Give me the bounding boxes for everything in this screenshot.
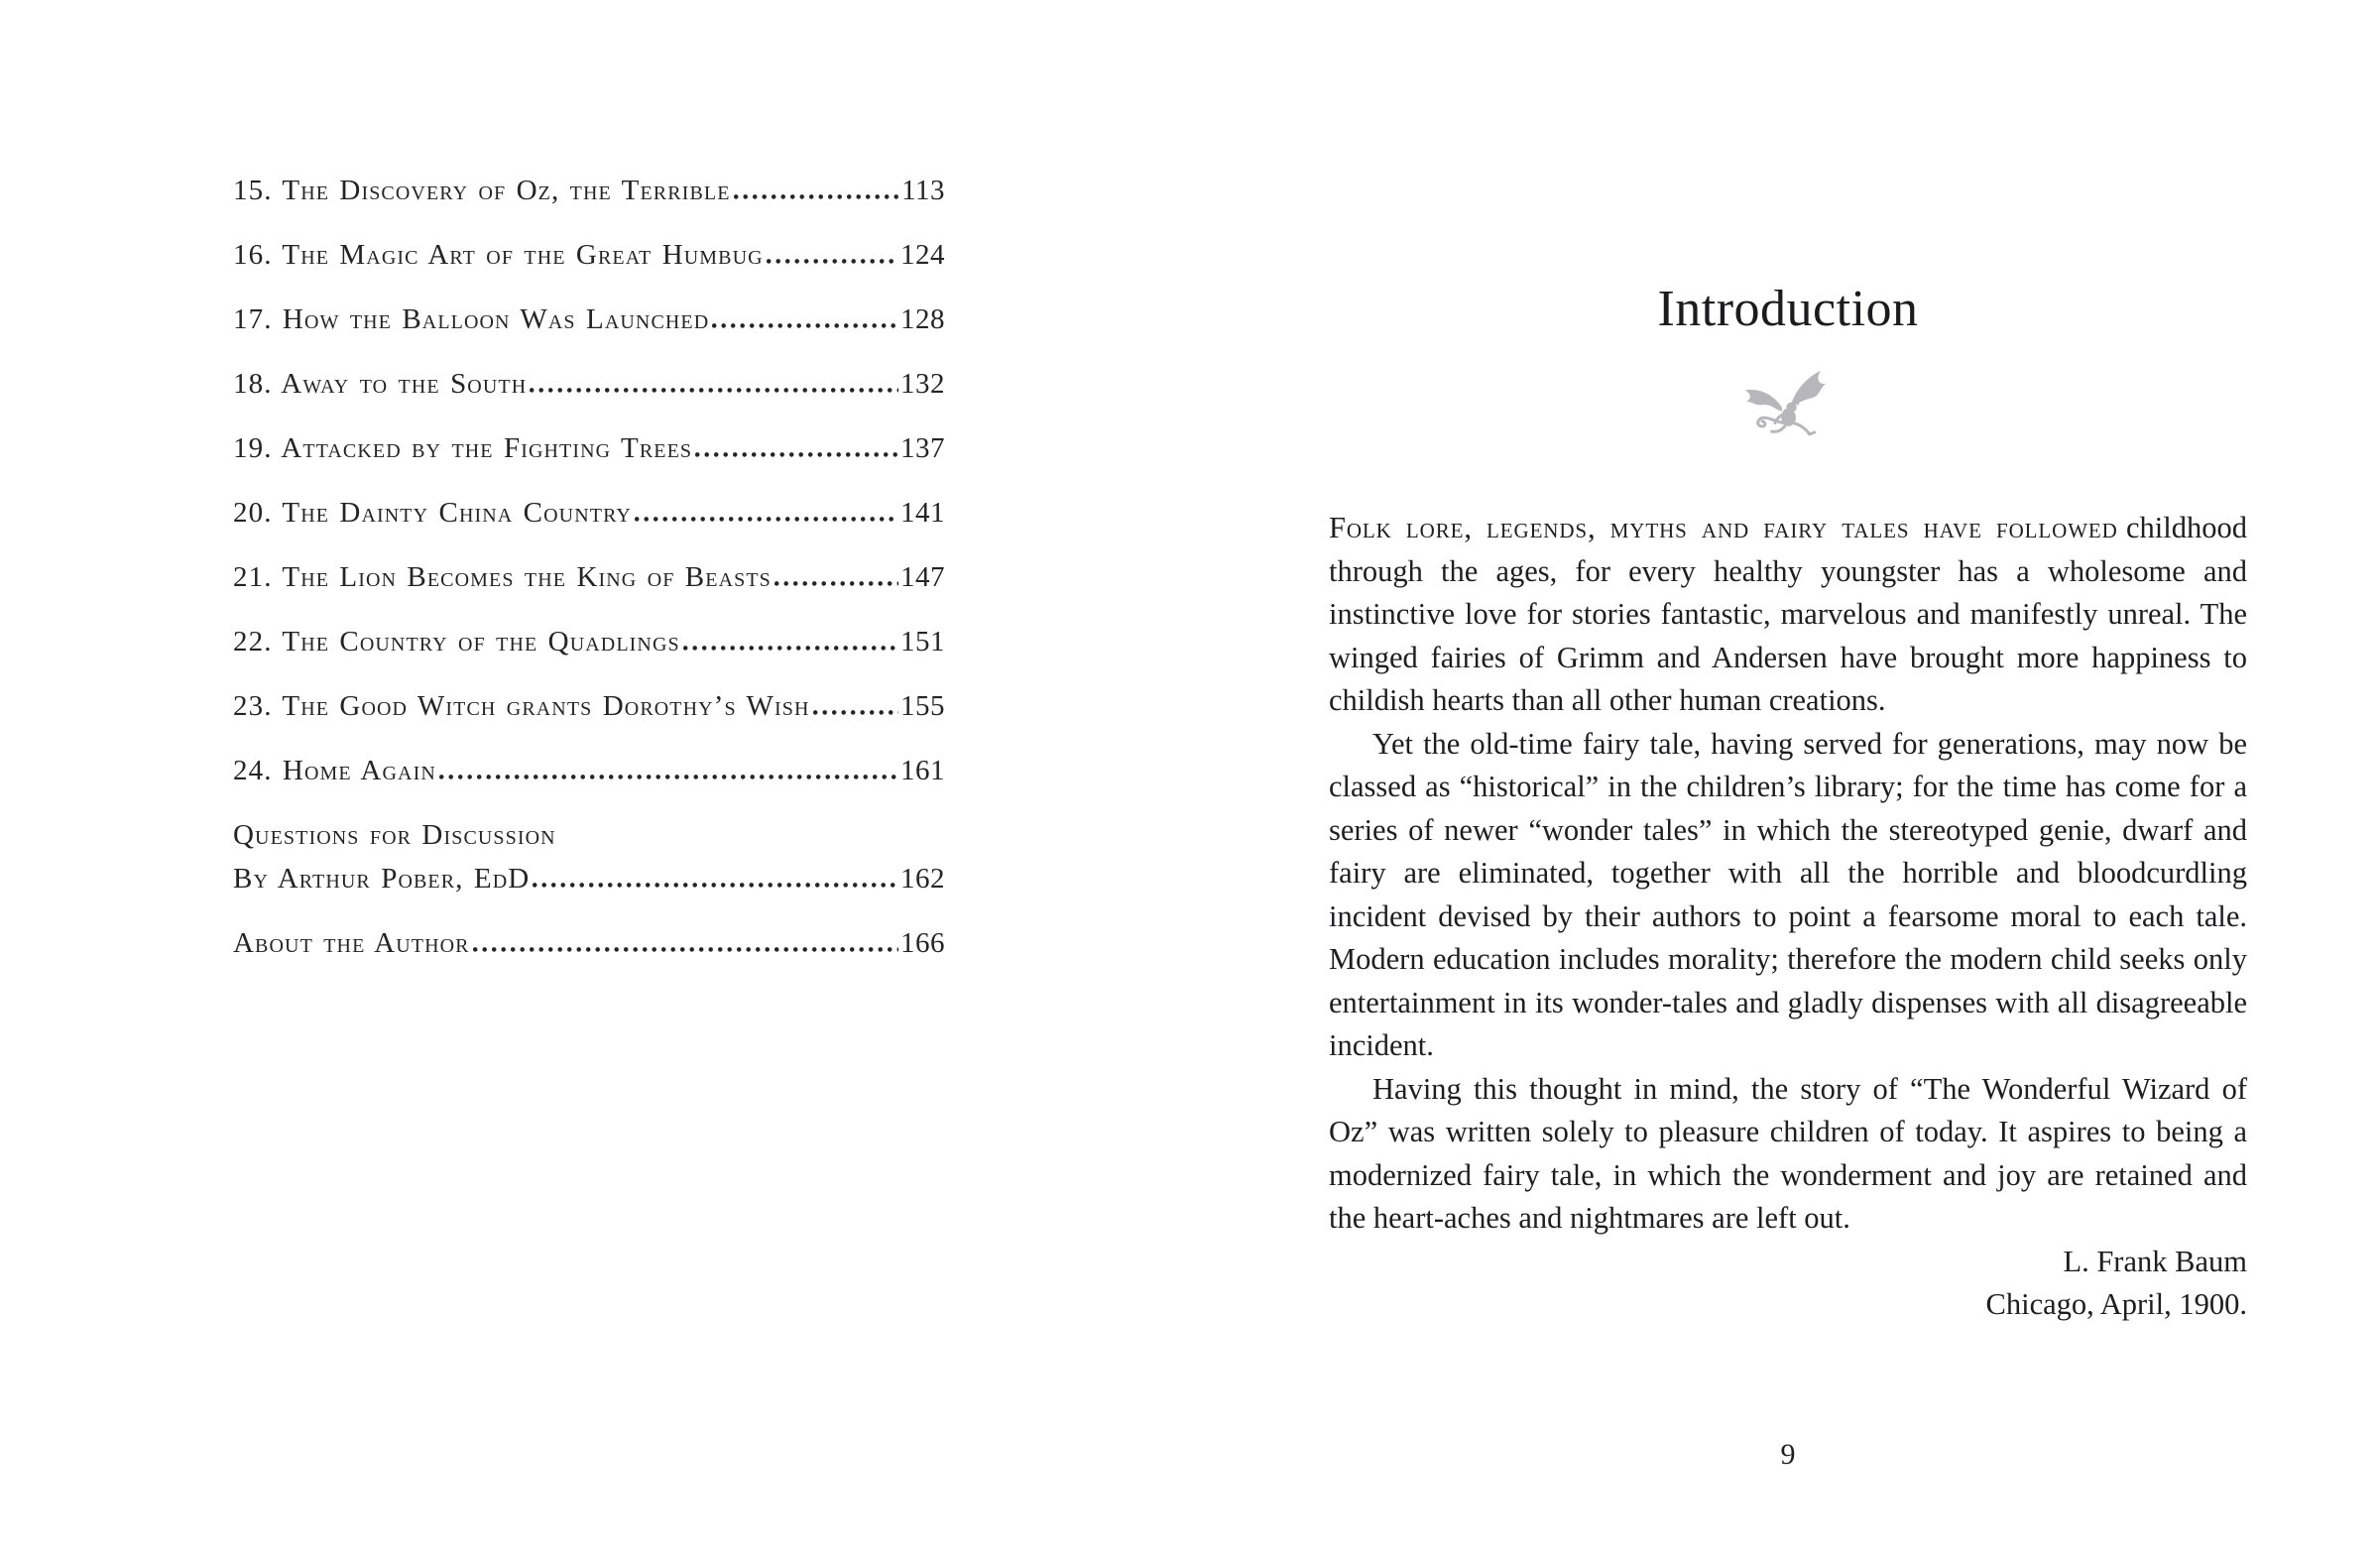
paragraph [1329,507,2247,723]
paragraph: Yet the old-time fairy tale, having served for generations, may now be classed as “historical” in the children’s library; for the time has come for a series of newer “wonder tales” in which the stereotyped genie, dwarf and fairy are eliminated, together with all the horrible and bloodcurdling incident devised by their authors to point a fearsome moral to each tale. Modern education includes morality; therefore the modern child seeks only entertainment in its wonder-tales and gladly dispenses with all disagreeable incident. [1329,726,2247,1062]
introduction-text [1329,507,2247,1327]
toc-entry-page: 147 [900,561,945,593]
leader-dots [695,452,898,457]
leader-dots [683,646,898,651]
toc-entry-label: 15. The Discovery of Oz, the Terrible [233,175,731,206]
leader-dots [767,259,898,264]
toc-entry [233,432,945,465]
toc-entry-label: 23. The Good Witch grants Dorothy’s Wish [233,690,810,722]
toc-entry-page: 113 [901,175,945,206]
toc-entry [233,690,945,723]
paragraph-text: childhood through the ages, for every healthy youngster has a wholesome and instinctive love for stories fantastic, marvelous and manifestly unreal. The winged fairies of Grimm and Andersen have brought more happiness to childish hearts than all other human creations. [1329,511,2247,717]
toc-entry-label: 24. Home Again [233,755,436,786]
toc-entry [233,175,945,207]
author-signature: L. Frank Baum [2063,1244,2247,1278]
toc-entry [233,368,945,401]
leader-dots [813,710,898,715]
lead-in-small-caps: Folk lore, legends, myths and fairy tales have followed [1329,511,2118,544]
leader-dots [533,883,898,888]
toc-entry-label: 18. Away to the South [233,368,528,400]
toc-entry-label: 16. The Magic Art of the Great Humbug [233,239,764,271]
leader-dots [635,517,898,522]
toc-entry-label: About the Author [233,927,470,959]
leader-dots [712,323,898,328]
paragraph: Having this thought in mind, the story of “The Wonderful Wizard of Oz” was written solely to pleasure children of today. It aspires to being a modernized fairy tale, in which the wonderment and joy are retained and the heart-aches and nightmares are left out. [1329,1071,2247,1235]
toc-entry-label: By Arthur Pober, EdD [233,863,531,895]
leader-dots [530,388,898,393]
toc-entry-label: 19. Attacked by the Fighting Trees [233,432,693,464]
toc-entry [233,239,945,272]
toc-entry [233,561,945,594]
toc-entry-label: 22. The Country of the Quadlings [233,626,680,657]
toc-entry-page: 162 [900,863,945,895]
toc-entry-page: 166 [900,927,945,959]
toc-entry-page: 161 [900,755,945,786]
signature-place-date: Chicago, April, 1900. [1985,1287,2247,1321]
toc-entry [233,755,945,787]
page-number: 9 [1780,1438,1796,1471]
toc-entry-page: 132 [900,368,945,400]
toc-entry-label: 21. The Lion Becomes the King of Beasts [233,561,772,593]
toc-entry-page: 124 [900,239,945,271]
toc-entry-label: Questions for Discussion [233,819,556,851]
toc-entry-page: 151 [900,626,945,657]
winged-monkey-ornament-icon [1329,362,2247,453]
leader-dots [473,947,898,952]
toc-entry-page: 155 [900,690,945,722]
toc-entry-page: 141 [900,497,945,529]
toc-entry [233,626,945,658]
toc-entry-label: 17. How the Balloon Was Launched [233,303,710,335]
toc-entry [233,497,945,530]
table-of-contents [233,175,945,992]
chapter-title: Introduction [1657,281,1919,337]
toc-entry-label: 20. The Dainty China Country [233,497,632,529]
toc-entry-questions [233,819,945,896]
leader-dots [774,581,898,586]
toc-entry [233,927,945,960]
leader-dots [439,775,898,779]
signature-block [1329,1241,2247,1327]
toc-entry-page: 137 [900,432,945,464]
toc-entry [233,303,945,336]
toc-entry-page: 128 [900,303,945,335]
leader-dots [734,194,900,199]
